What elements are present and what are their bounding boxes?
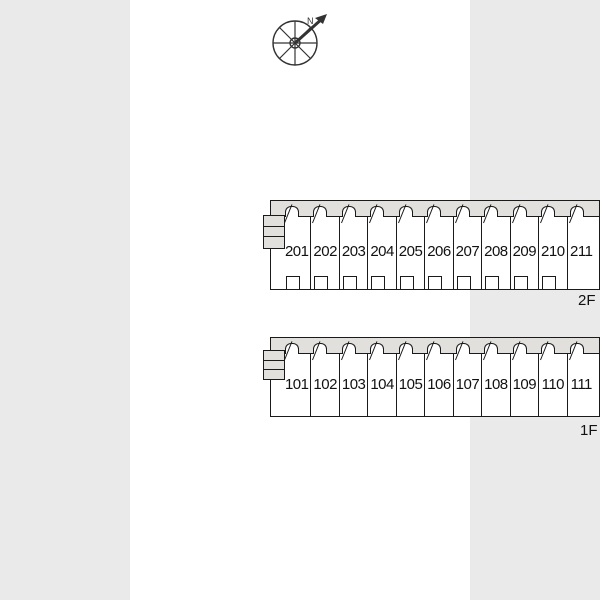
unit-cell[interactable] [538,354,566,416]
unit-cell[interactable] [396,354,424,416]
unit-label: 209 [512,243,537,260]
balcony-box [314,276,328,290]
unit-label: 104 [370,376,394,393]
unit-label: 204 [370,243,394,260]
unit-cell[interactable] [424,354,452,416]
unit-label: 210 [541,243,565,260]
unit-cell[interactable] [453,354,481,416]
unit-cell[interactable] [481,217,509,289]
unit-cell[interactable] [283,217,310,289]
unit-cell[interactable] [481,354,509,416]
compass-north-arrow-icon [265,8,335,78]
unit-cell[interactable] [567,354,595,416]
balcony-box [286,276,300,290]
compass-label: N [307,16,314,26]
unit-cell[interactable] [567,217,595,289]
unit-label: 102 [313,376,337,393]
unit-cell[interactable] [424,217,452,289]
balcony-box [514,276,528,290]
balcony-box [485,276,499,290]
unit-cell[interactable] [510,217,538,289]
floor-caption-2f: 2F [578,292,596,309]
unit-cell[interactable] [396,217,424,289]
unit-label: 103 [341,376,366,393]
unit-cell[interactable] [367,217,395,289]
unit-label: 105 [398,376,423,393]
entrance-1f [263,350,285,380]
balcony-box [371,276,385,290]
balcony-box [457,276,471,290]
unit-cell[interactable] [310,354,338,416]
unit-row-2f [283,217,595,289]
balcony-box [428,276,442,290]
balcony-box [542,276,556,290]
floor-block-1f [270,337,600,417]
unit-label: 205 [398,243,423,260]
unit-label: 110 [541,376,565,393]
floor-caption-1f: 1F [580,422,598,439]
balcony-box [343,276,357,290]
unit-label: 101 [284,376,309,393]
unit-label: 208 [484,243,508,260]
unit-label: 203 [341,243,366,260]
unit-cell[interactable] [538,217,566,289]
unit-label: 206 [427,243,451,260]
unit-cell[interactable] [453,217,481,289]
unit-label: 106 [427,376,451,393]
unit-label: 201 [284,243,309,260]
unit-label: 111 [570,376,592,393]
unit-cell[interactable] [310,217,338,289]
floor-block-2f [270,200,600,290]
unit-cell[interactable] [283,354,310,416]
unit-label: 202 [313,243,337,260]
unit-label: 109 [512,376,537,393]
unit-cell[interactable] [339,354,367,416]
unit-cell[interactable] [367,354,395,416]
unit-label: 207 [455,243,480,260]
unit-cell[interactable] [339,217,367,289]
floorplan-canvas [130,0,598,600]
unit-label: 107 [455,376,480,393]
unit-row-1f [283,354,595,416]
unit-label: 108 [484,376,508,393]
balcony-box [400,276,414,290]
stairwell-2f [263,215,285,249]
unit-cell[interactable] [510,354,538,416]
unit-label: 211 [570,243,593,260]
